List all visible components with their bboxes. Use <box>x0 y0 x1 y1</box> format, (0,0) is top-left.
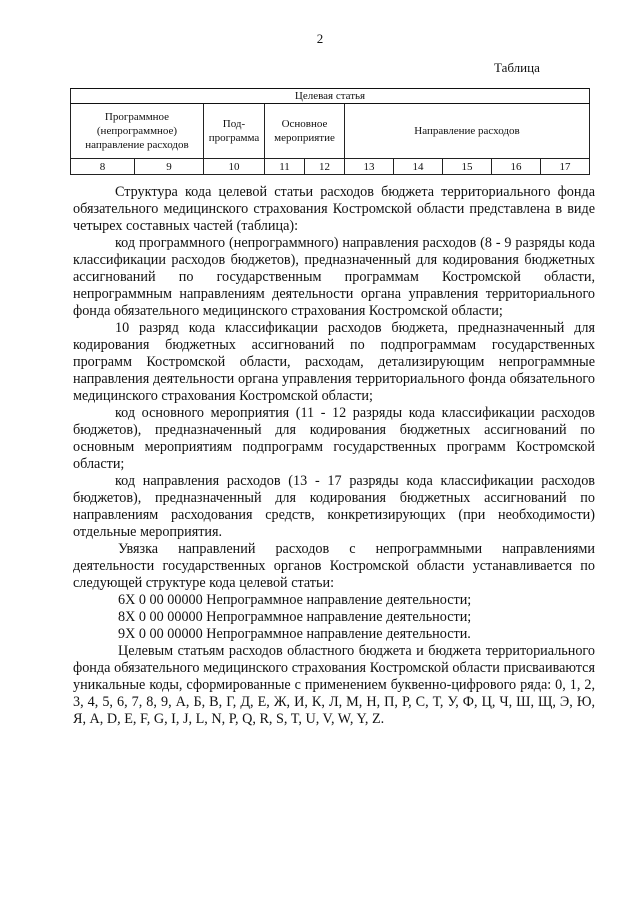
paragraph-program-code: код программного (непрограммного) направления расходов (8 - 9 разряды кода классификации расходов бюджетов), предназначенный для кодирования бюджетных ассигнований по государственным программам Костромской области, непрограммным направлениям деятельности органа управления территориального фонда обязательного медицинского страхования Костромской области; <box>73 235 595 319</box>
header-program-direction: Программное (непрограммное) направление расходов <box>71 104 204 159</box>
paragraph-direction-code: код направления расходов (13 - 17 разряды кода классификации расходов бюджетов), предназначенный для кодирования бюджетных ассигнований по направлениям расходования средств, конкретизирующих (при необходимости) отдельные мероприятия. <box>73 473 595 540</box>
target-article-code-table <box>70 88 590 175</box>
paragraph-subprogram-code: 10 разряд кода классификации расходов бюджета, предназначенный для кодирования бюджетных ассигнований по подпрограммам государственных программ Костромской области, расходам, детализирующим непрограммные направления деятельности органа управления территориального фонда обязательного медицинского страхования Костромской области; <box>73 320 595 404</box>
header-main-event: Основное мероприятие <box>265 104 345 159</box>
digit-cell: 14 <box>394 159 443 175</box>
digit-cell: 12 <box>305 159 345 175</box>
digit-cell: 8 <box>71 159 135 175</box>
table-title: Целевая статья <box>71 89 590 104</box>
digit-cell: 16 <box>492 159 541 175</box>
paragraph-main-event-code: код основного мероприятия (11 - 12 разряды кода классификации расходов бюджетов), предназначенный для кодирования бюджетных ассигнований по основным мероприятиям подпрограмм государственных программ Костромской области; <box>73 405 595 472</box>
document-body <box>73 184 595 728</box>
paragraph-unique-codes: Целевым статьям расходов областного бюджета и бюджета территориального фонда обязательного медицинского страхования Костромской области присваиваются уникальные коды, сформированные с применением буквенно-цифрового ряда: 0, 1, 2, 3, 4, 5, 6, 7, 8, 9, А, Б, В, Г, Д, Е, Ж, И, К, Л, М, Н, П, Р, С, Т, У, Ф, Ц, Ч, Ш, Щ, Э, Ю, Я, A, D, E, F, G, I, J, L, N, P, Q, R, S, T, U, V, W, Y, Z. <box>73 643 595 727</box>
digit-cell: 15 <box>443 159 492 175</box>
digit-cell: 9 <box>135 159 204 175</box>
code-line-9x: 9Х 0 00 00000 Непрограммное направление деятельности. <box>118 626 471 642</box>
digit-cell: 11 <box>265 159 305 175</box>
header-expense-direction: Направление расходов <box>345 104 590 159</box>
digit-cell: 17 <box>541 159 590 175</box>
paragraph-structure-intro: Структура кода целевой статьи расходов бюджета территориального фонда обязательного медицинского страхования Костромской области представлена в виде четырех составных частей (таблица): <box>73 184 595 234</box>
code-line-6x: 6Х 0 00 00000 Непрограммное направление деятельности; <box>118 592 472 608</box>
header-subprogram: Под-программа <box>204 104 265 159</box>
paragraph-linkage: Увязка направлений расходов с непрограммными направлениями деятельности государственных органов Костромской области устанавливается по следующей структуре кода целевой статьи: <box>73 541 595 591</box>
digit-cell: 10 <box>204 159 265 175</box>
digit-cell: 13 <box>345 159 394 175</box>
page-number: 2 <box>316 31 324 46</box>
code-line-8x: 8Х 0 00 00000 Непрограммное направление деятельности; <box>118 609 472 625</box>
table-label: Таблица <box>494 60 540 75</box>
